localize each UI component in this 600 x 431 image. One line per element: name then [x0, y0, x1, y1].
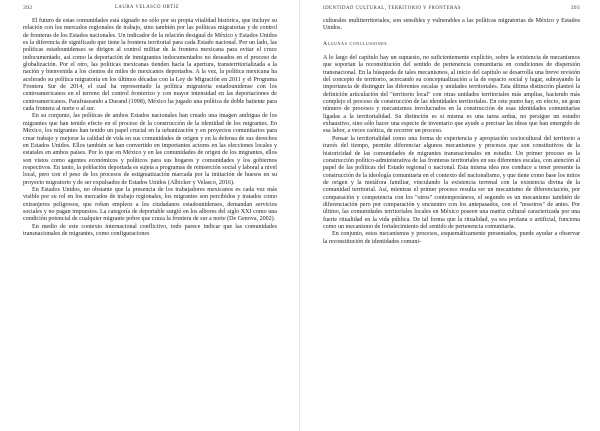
- left-page-header: [23, 5, 277, 11]
- right-running-title: IDENTIDAD CULTURAL, TERRITORIO Y FRONTERAS: [323, 6, 461, 11]
- right-intro-paragraph: culturales multiterritoriales, son sensibles y vulnerables a las políticas migratorias de México y Estados Unidos.: [323, 18, 580, 32]
- right-page: [300, 0, 600, 431]
- right-paragraph: En conjunto, estos mecanismos y procesos, esquemáticamente presentados, puede ayudar a observar la reconstitución de identidades comuni-: [323, 231, 580, 245]
- left-paragraph: El futuro de estas comunidades está signado no sólo por su propia vitalidad histórica, que incluye su relación con los mercados regionales de trabajo, sino también por las políticas migratorias y de control de fronteras de los Estados nacionales. Un indicador de la relación desigual de México y Estados Unidos es la diferencia de significado que tiene la frontera territorial para cada Estado nacional. Por un lado, las políticas estadounidenses se dirigen al control militar de la frontera mexicana para evitar el cruce indocumentado, así como la deportación de inmigrantes indocumentados no deseados en el proceso de globalización. Por el otro, las políticas mexicanas tienden hacia la apertura, transterritorializada a la nación y bienvenida a los cientos de miles de mexicanos deportados. A la vez, la política mexicana ha acelerado su política migratoria en los últimos décadas con la Ley de Migración en 2011 y el Programa Frontera Sur de 2014, el cual ha representado la política migratoria estadounidense con los centroamericanos en el terreno del control fronterizo y con mayor intensidad en las deportaciones de centroamericanos. Parafraseando a Durand (1998), México ha jugado una política de doble batiente para cada frontera al norte o al sur.: [23, 18, 277, 113]
- right-page-header: [323, 5, 580, 11]
- right-paragraph: A lo largo del capítulo hay un supuesto, no suficientemente explícito, sobre la existencia de mecanismos que soportan la reconstitución del sentido de pertenencia comunitaria en condiciones de dispersión transnacional. En la búsqueda de tales mecanismos, al inicio del capítulo se desarrolla una breve revisión del concepto de territorio, acercando su conceptualización a la de espacio social y lugar, subrayando la importancia de distinguir las diferentes escalas y unidades territoriales. Esta última distinción planteó la definición articulación del "territorio local" con otras unidades territoriales más amplias, haciendo más complejo el proceso de construcción de las identidades territoriales. En este punto hay, en efecto, un gran número de procesos y mecanismos involucrados en la construcción de esas identidades comunitarias ligadas a la territorialidad. Su distinción es si misma es una tarea ardua, no persigue un estudio exhaustivo, sino sólo hacer una especie de inventario que ayude a precisar las ideas que han emergido de esa labor, a veces caótica, de recorrer un proceso.: [323, 55, 580, 135]
- left-paragraph: En Estados Unidos, no obstante que la presencia de los trabajadores mexicanos es cada vez más visible por su rol en los mercados de trabajo regionales, los migrantes son percibidos y tratados como extranjeros peligrosos, que roban empleos a los ciudadanos estadounidenses, demandan servicios sociales y no pagan impuestos. La categoría de deportable surgió en los albores del siglo XXI como una condición potencial de cualquier migrante pobre que cruza la frontera de sur a norte (De Genova, 2002).: [23, 186, 277, 223]
- left-page-number: 392: [23, 5, 33, 11]
- right-page-number: 393: [570, 5, 580, 11]
- right-body-text: [323, 18, 580, 246]
- left-body-text: [23, 18, 277, 238]
- left-paragraph: En medio de este contexto internacional conflictivo, todo parece indicar que las comunidades transnacionales de migrantes, como configuraciones: [23, 223, 277, 237]
- left-paragraph: En su conjunto, las políticas de ambos Estados nacionales han creado una imagen ambigua de los migrantes que han tenido efecto en el proceso de la construcción de la identidad de los migrantes. En México, los migrantes han tenido un papel crucial en la urbanización y en proyectos comunitarios para crear trabajo y mejorar la calidad de vida en sus comunidades de origen y en la defensa de sus derechos en Estados Unidos. Ellos también se han convertido en importantes actores en las elecciones locales y estatales en ambos países. Por lo que en México y en las comunidades de origen de los migrantes, ellos son vistos como agentes económicos y políticos para sus hogares y comunidades y los gobiernos respectivos. En tanto, la población deportada es sujeta a programas de reinserción social y laboral a nivel local, pero con el peso de los procesos de estigmatización marcada por la imitación de huesos en su proyecto migratorio y de ser expulsados de Estados Unidos (Albicker y Velasco, 2016).: [23, 113, 277, 186]
- left-running-title: LAURA VELASCO ORTIZ: [115, 5, 180, 10]
- right-paragraph: Pensar la territorialidad como una forma de experiencia y apropiación sociocultural del territorio a través del tiempo, permite diferenciar algunos mecanismos y procesos que son constitutivos de la historicidad de las comunidades de migrantes transnacionales en estudio. Un primer proceso es la construcción político-administrativa de las fronteras territoriales en sus diferentes escalas, con atención al papel de las políticas del Estado regional o nacional. Esta misma idea nos conduce a tener presente la construcción de la ideología comunitaria en el contexto del nacionalismo, y que tiene como base los mitos de origen y la metáfora familiar, vinculando la existencia terrenal con la existencia divina de la comunidad territorial. Así, mientras el primer proceso resulta ser un mecanismo de diferenciación, por comparación y competencia con los "otros" contemporáneos, el segundo es un mecanismo también de diferenciación pero por comparación y encuentro con los antepasados, con el "nosotros" de antes. Por último, las comunidades territoriales locales en México poseen una matriz cultural caracterizada por una fuerte ritualidad en la vida pública. De tal forma que la ritualidad, ya sea profana o artificial, funciona como un mecanismo de fortalecimiento del sentido de pertenencia comunitaria.: [323, 135, 580, 230]
- section-heading: Algunas conclusiones: [323, 40, 388, 47]
